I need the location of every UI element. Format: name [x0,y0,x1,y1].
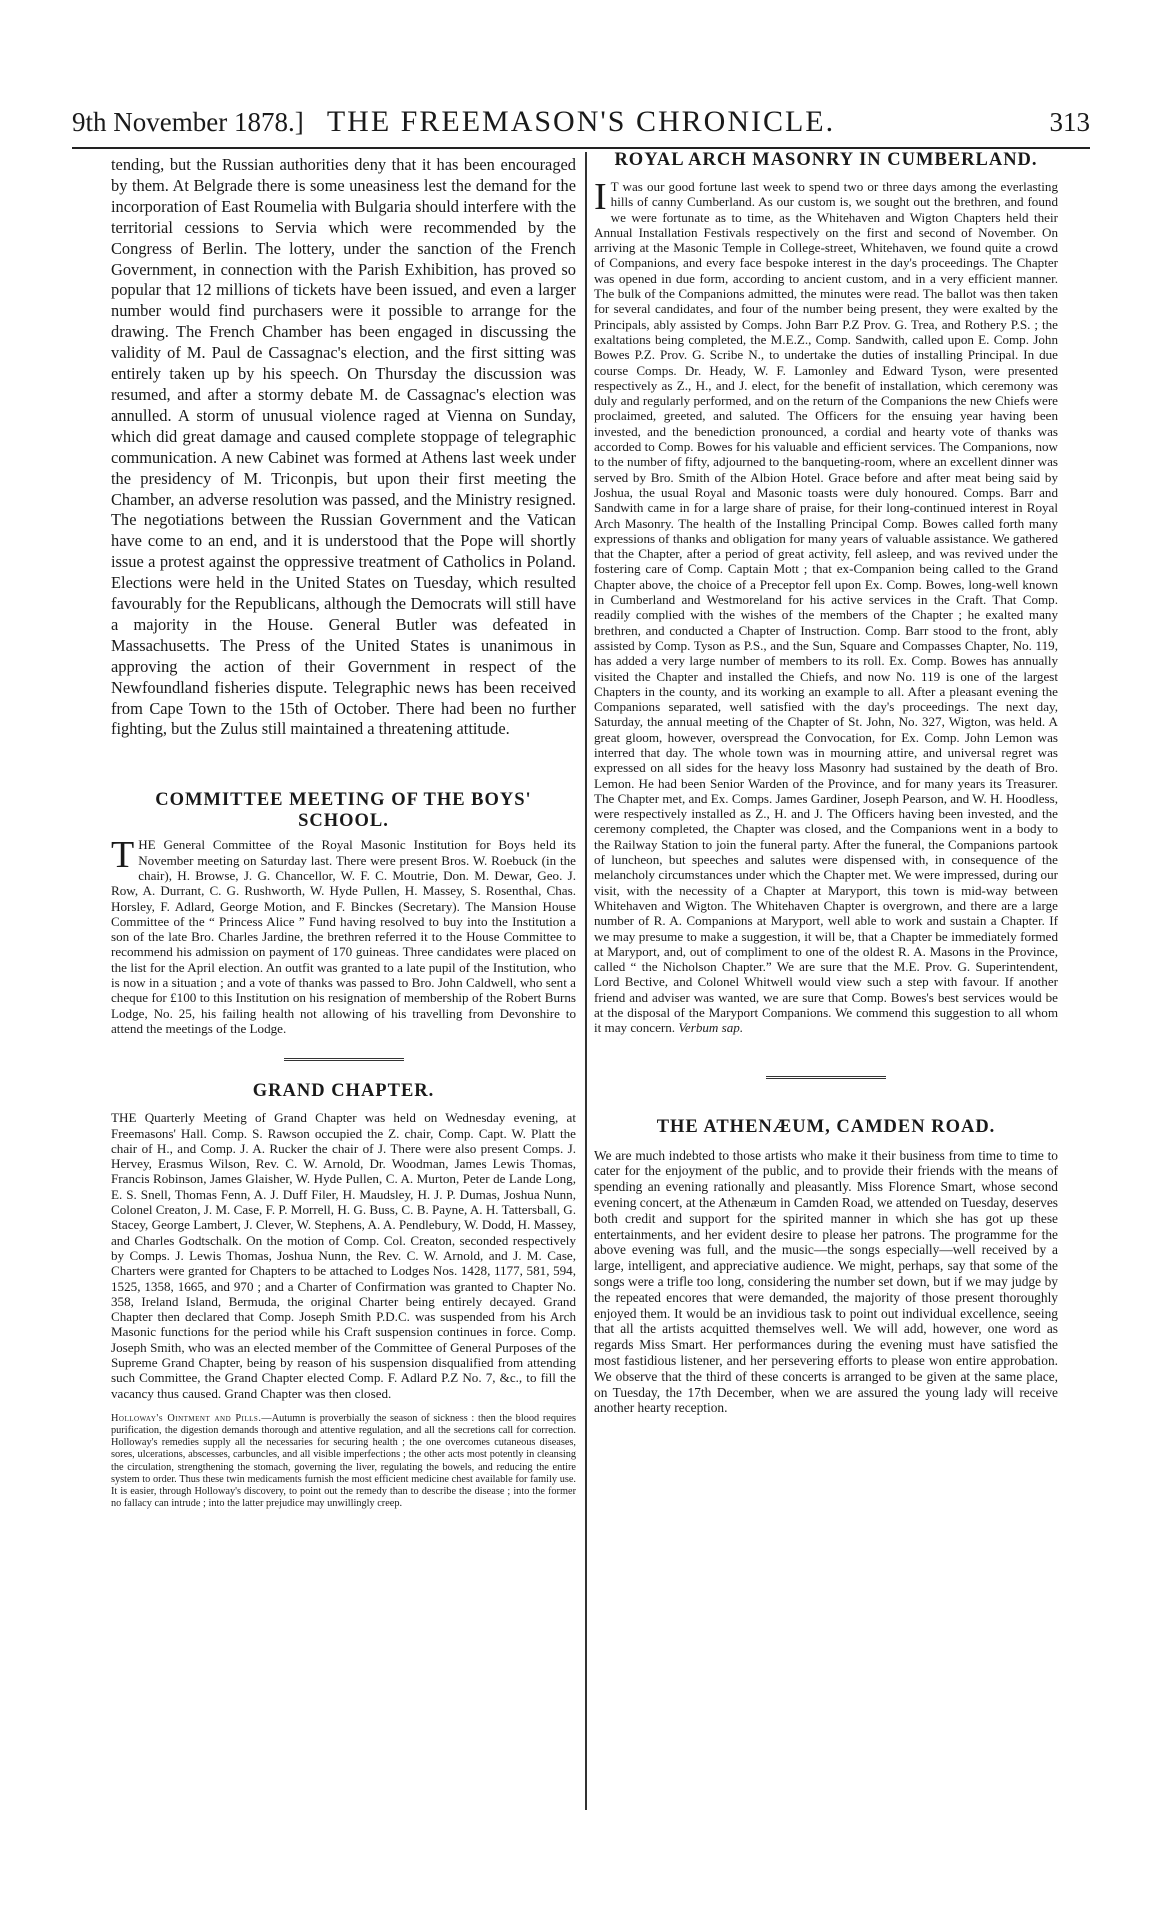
committee-heading: COMMITTEE MEETING OF THE BOYS' SCHOOL. [155,790,532,832]
holloway-advert [111,1413,576,1511]
publication-title: THE FREEMASON'S CHRONICLE. [326,105,836,138]
royal-arch-heading: ROYAL ARCH MASONRY IN CUMBERLAND. [614,150,1038,170]
royal-arch-body-text: T was our good fortune last week to spend two or three days among the everlasting hills of canny Cumberland. As our custom is, we sought out the brethren, and found we were fortunate as to time, as the Whitehaven and Wigton Chapters held their Annual Installation Festivals respectively on the first and second of November. On arriving at the Masonic Temple in College-street, Whitehaven, we found quite a crowd of Companions, and every face bespoke interest in the day's proceedings. The Chapter was opened in due form, according to ancient custom, and in a very efficient manner. The bulk of the Companions admitted, the minutes were read. The ballot was then taken for several candidates, and four of the number being present, they were exalted by the Principals, ably assisted by Comps. John Barr P.Z Prov. G. Trea, and Rothery P.S. ; the exaltations being completed, the M.E.Z., Comp. Sandwith, called upon E. Comp. John Bowes P.Z. Prov. G. Scribe N., to undertake the duties of installing Principal. In due course Comps. Dr. Heady, W. F. Lamonley and Edward Tyson, were presented respectively as Z., H., and J. elect, for the benefit of installation, which ceremony was duly and regularly performed, and on the return of the Companions the new Chiefs were proclaimed, greeted, and saluted. The Officers for the ensuing year having been invested, and the benediction pronounced, a cordial and hearty vote of thanks was accorded to Comp. Bowes for his valuable and efficient services. The Companions, now to the number of fifty, adjourned to the banqueting-room, where an excellent dinner was served by Bro. Smith of the Albion Hotel. Grace before and after meat being said by Joshua, the usual Royal and Masonic toasts were duly honoured. Comps. Barr and Sandwith came in for a large share of praise, for their long-continued interest in Royal Arch Masonry. The health of the Installing Principal Comp. Bowes called forth many expressions of thanks and obligation for many years of valuable assistance. We gathered that the Chapter, after a period of great activity, fell asleep, and was revived under the fostering care of Comp. Captain Mott ; that ex-Companion being called to the Grand Chapter above, the choice of a Preceptor fell upon Ex. Comp. Bowes, long-well known in Cumberland and Westmoreland for his active services in the Craft. That Comp. readily complied with the wishes of the members of the Chapter ; he exalted many brethren, and conducted a Chapter of Instruction. Comp. Barr stood to the front, ably assisted by Comp. Tyson as P.S., and the Sun, Square and Compasses Chapter, No. 119, has added a very large number of members to its roll. Ex. Comp. Bowes has annually visited the Chapter and installed the Chiefs, and now No. 119 is one of the largest Chapters in the county, and its working an example to all. After a pleasant evening the Companions separated, well satisfied with the day's proceedings. The next day, Saturday, the annual meeting of the Chapter of St. John, No. 327, Wigton, was held. A great gloom, however, overspread the Convocation, for Ex. Comp. John Lemon was interred that day. The whole town was in mourning attire, and universal regret was expressed on all sides for the heavy loss Masonry had sustained by the death of Bro. Lemon. He had been Senior Warden of the Province, and for many years its Treasurer. The Chapter met, and Ex. Comps. James Gardiner, Joseph Pearson, and W. H. Hoodless, were respectively installed as Z., H. and J. The Officers having been invested, and the ceremony completed, the Chapter was closed, and the Companions went in a body to the Railway Station to join the funeral party. After the funeral, the Companions partook of luncheon, but speeches and salutes were dispensed with, in consequence of the melancholy circumstances under which the Chapter met. We were impressed, during our visit, with the necessity of a Chapter at Maryport, this town is mid-way between Whitehaven and Wigton. The Whitehaven Chapter is overgrown, and there are a large number of R. A. Companions at Maryport, well able to work and sustain a Chapter. If we may presume to make a suggestion, it will be, that a Chapter be immediately formed at Maryport, and, out of compliment to one of the oldest R. A. Masons in the Province, called “ the Nicholson Chapter.” We are sure that the M.E. Prov. G. Superintendent, Lord Bective, and Colonel Whitwell would view such a step with favour. If another friend and adviser was wanted, we are sure that Comp. Bowes's best services would be at the disposal of the Maryport Companions. We commend this suggestion to all whom it may concern. [594,179,1058,1036]
right-column [594,150,1058,1416]
masthead-rule [72,147,1090,149]
committee-dropcap: T [111,834,135,877]
committee-body [111,834,576,1036]
committee-article [111,790,576,1036]
royal-arch-body [594,176,1058,1036]
royal-arch-signature: Verbum sap. [678,1020,744,1036]
advert-body: —Autumn is proverbially the season of sickness : then the blood requires purification, the digestion demands thorough and attentive regulation, and all the secretions call for correction. Holloway's remedies supply all the necessaries for securing health ; the one overcomes cutaneous diseases, sores, ulcerations, abscesses, carbuncles, and all visible imperfections ; the other acts most potently in cleansing the circulation, strengthening the stomach, governing the liver, regulating the bowels, and reducing the entire system to order. Thus these twin medicaments furnish the most efficient medicine chest available for family use. It is easier, through Holloway's discovery, to point out the remedy than to describe the disease ; into the former no fallacy can intrude ; into the latter prejudice may unwillingly creep. [111,1412,576,1510]
athenaeum-article [594,1117,1058,1417]
news-summary-text: tending, but the Russian authorities deny that it has been encouraged by them. At Belgrade there is some uneasiness lest the demand for the incorporation of East Roumelia with Bulgaria should interfere with the territorial cessions to Servia which were recommended by the Congress of Berlin. The lottery, under the sanction of the French Government, in connection with the Parish Exhibition, has proved so popular that 12 millions of tickets have been issued, and even a larger number would find purchasers were it possible to arrange for the drawing. The French Chamber has been engaged in discussing the validity of M. Paul de Cassagnac's election, and the first sitting was entirely taken up by his speech. On Thursday the discussion was resumed, and after a stormy debate M. de Cassagnac's election was annulled. A storm of unusual violence raged at Vienna on Sunday, which did great damage and caused complete stoppage of telegraphic communication. A new Cabinet was formed at Athens last week under the presidency of M. Triconpis, but upon their first meeting the Chamber, an adverse resolution was passed, and the Ministry resigned. The negotiations between the Russian Government and the Vatican have come to an end, and it is understood that the Pope will shortly issue a protest against the oppressive treatment of Catholics in Poland. Elections were held in the United States on Tuesday, which resulted favourably for the Republicans, although the Democrats will still have a majority in the House. General Butler was defeated in Massachusetts. The Press of the United States is unanimous in approving the action of their Government in respect of the Newfoundland fisheries dispute. Telegraphic news has been received from Cape Town to the 15th of October. There had been no further fighting, but the Zulus still maintained a threatening attitude. [111,155,576,739]
grand-chapter-body: THE Quarterly Meeting of Grand Chapter was held on Wednesday evening, at Freemasons' Hall. Comp. S. Rawson occupied the Z. chair, Comp. Capt. W. Platt the chair of H., and Comp. J. A. Rucker the chair of J. There were also present Comps. J. Hervey, Erasmus Wilson, Rev. C. W. Arnold, Dr. Woodman, James Lewis Thomas, Francis Robinson, James Glaisher, W. Hyde Pullen, C. A. Murton, Peter de Lande Long, E. S. Snell, Thomas Fenn, A. J. Duff Filer, H. Maudsley, H. J. P. Dumas, Joshua Nunn, Colonel Creaton, J. M. Case, F. P. Morrell, H. G. Buss, C. B. Payne, A. H. Tattersball, G. Stacey, George Lambert, J. Clever, W. Stephens, A. A. Pendlebury, W. Dodd, H. Massey, and Charles Godtschalk. On the motion of Comp. Col. Creaton, seconded respectively by Comps. J. Lewis Thomas, Joshua Nunn, the Rev. C. W. Arnold, and J. M. Case, Charters were granted for Chapters to be attached to Lodges Nos. 1428, 1177, 581, 594, 1525, 1358, 1665, and 970 ; and a Charter of Confirmation was granted to Chapter No. 358, Ireland Island, Bermuda, the original Charter being entirely decayed. Grand Chapter then declared that Comp. Joseph Smith P.D.C. was suspended from his Arch Masonic functions for the period while his Craft suspension continues in force. Comp. Joseph Smith, who was an elected member of the Committee of General Purposes of the Supreme Grand Chapter, being by reason of his suspension disqualified from attending such Committee, the Grand Chapter elected Comp. F. Adlard P.Z No. 7, &c., to fill the vacancy thus caused. Grand Chapter was then closed. [111,1110,576,1401]
advert-lead: Holloway's Ointment and Pills. [111,1412,262,1424]
column-divider [585,152,587,1810]
masthead [72,103,1090,147]
left-column [111,155,576,1511]
grand-chapter-article [111,1081,576,1401]
grand-chapter-heading: GRAND CHAPTER. [252,1081,435,1102]
royal-arch-dropcap: I [594,176,607,218]
issue-date: 9th November 1878.] [72,107,304,137]
athenaeum-heading: THE ATHENÆUM, CAMDEN ROAD. [656,1116,996,1137]
page-number: 313 [1049,107,1090,137]
committee-body-text: HE General Committee of the Royal Masonic Institution for Boys held its November meeting on Saturday last. There were present Bros. W. Roebuck (in the chair), H. Browse, J. G. Chancellor, W. F. C. Moutrie, Don. M. Dewar, Geo. J. Row, A. Durrant, C. G. Rushworth, W. Hyde Pullen, H. Massey, S. Rosenthal, Chas. Horsley, F. Adlard, George Motion, and F. Binckes (Secretary). The Mansion House Committee of the “ Princess Alice ” Fund having resolved to buy into the Institution a son of the late Bro. Charles Jardine, the brethren referred it to the House Committee to recommend his admission on payment of 170 guineas. Three candidates were placed on the list for the April election. An outfit was granted to a late pupil of the Institution, who is now in a situation ; and a vote of thanks was passed to Bro. John Caldwell, who sent a cheque for £100 to this Institution on his resignation of membership of the Robert Burns Lodge, No. 25, his failing health not allowing of his travelling from Devonshire to attend the meetings of the Lodge. [111,837,576,1036]
royal-arch-article [594,150,1058,1036]
athenaeum-body: We are much indebted to those artists who make it their business from time to time to cater for the enjoyment of the public, and to provide their friends with the means of spending an evening rationally and pleasantly. Miss Florence Smart, whose second evening concert, at the Athenæum in Camden Road, we attended on Tuesday, deserves both credit and support for the spirited manner in which she has got up these entertainments, and her evident desire to please her patrons. The programme for the above evening was full, and the music—the songs especially—well received by a large, intelligent, and appreciative audience. We might, perhaps, say that some of the songs were a trifle too long, considering the number set down, but if we may judge by the repeated encores that were demanded, the majority of those present thoroughly enjoyed them. It would be an invidious task to point out individual excellence, seeing that all the artists acquitted themselves well. We will add, however, one word as regards Miss Smart. Her performances during the evening must have satisfied the most fastidious listener, and her persevering efforts to please won entire approbation. We observe that the third of these concerts is arranged to be given at the same place, on Tuesday, the 17th December, when we are assured the young lady will receive another hearty reception. [594,1147,1058,1416]
